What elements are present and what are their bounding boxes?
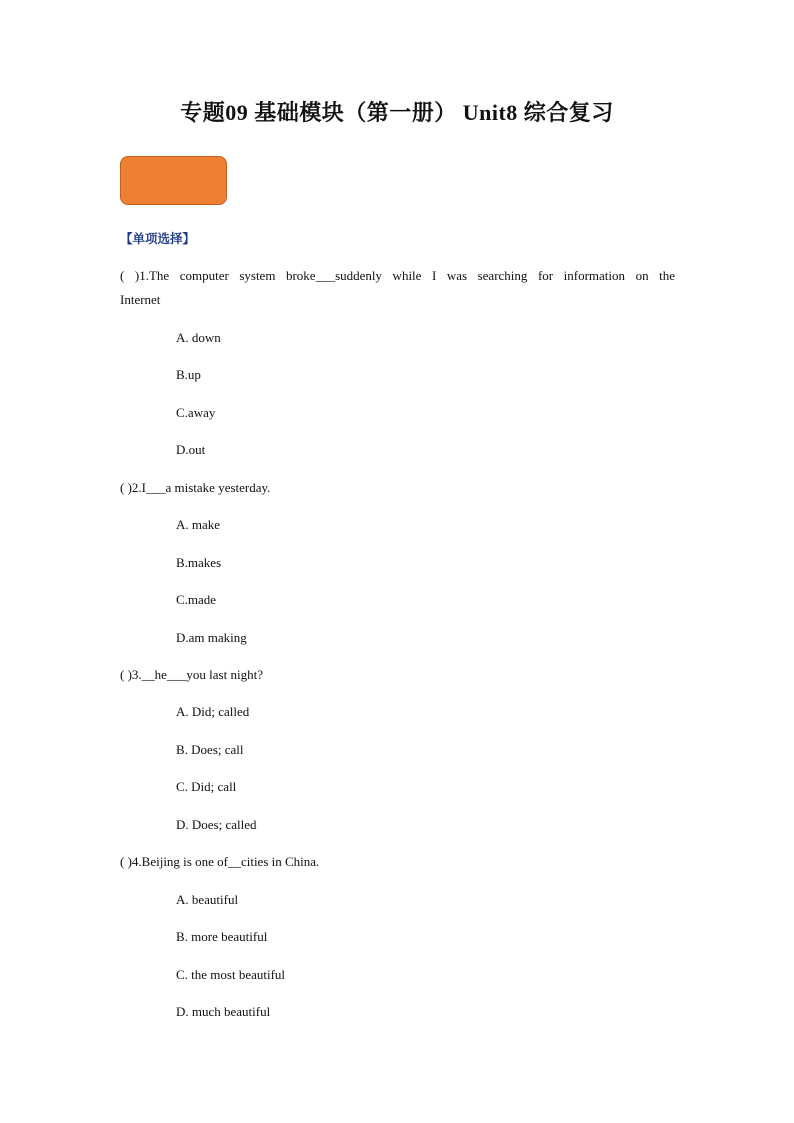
question-2-option-c: C.made [176, 592, 217, 607]
question-1-option-c: C.away [176, 405, 216, 420]
orange-label-box [120, 156, 227, 205]
question-1-stem: ( )1.The computer system broke___suddenly while I was searching for information on the [120, 268, 675, 283]
question-4-option-b: B. more beautiful [176, 929, 268, 944]
question-3-option-b: B. Does; call [176, 742, 244, 757]
question-2-option-d: D.am making [176, 630, 247, 645]
question-3-option-a: A. Did; called [176, 704, 250, 719]
question-3-stem: ( )3.__he___you last night? [120, 667, 263, 682]
question-1-stem-continued: Internet [120, 292, 161, 307]
question-2-option-b: B.makes [176, 555, 222, 570]
question-2-option-a: A. make [176, 517, 221, 532]
question-1-option-d: D.out [176, 442, 206, 457]
question-4-option-c: C. the most beautiful [176, 967, 286, 982]
question-2-stem: ( )2.I___a mistake yesterday. [120, 480, 271, 495]
question-4-option-d: D. much beautiful [176, 1004, 271, 1019]
section-heading: 【单项选择】 [120, 231, 196, 246]
question-4-stem: ( )4.Beijing is one of__cities in China. [120, 854, 320, 869]
question-4-option-a: A. beautiful [176, 892, 239, 907]
page-title: 专题09 基础模块（第一册） Unit8 综合复习 [180, 100, 614, 125]
question-1-option-a: A. down [176, 330, 221, 345]
question-1-option-b: B.up [176, 367, 201, 382]
question-3-option-d: D. Does; called [176, 817, 257, 832]
question-3-option-c: C. Did; call [176, 779, 237, 794]
